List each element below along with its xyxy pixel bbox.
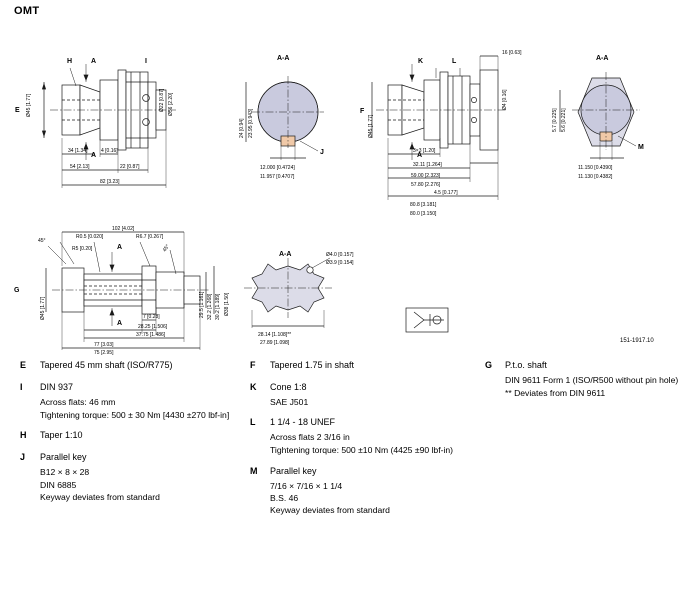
svg-text:16 [0.63]: 16 [0.63] [502, 50, 522, 56]
legend-column-right [485, 360, 690, 400]
legend-key-h: H [20, 430, 27, 441]
legend-head-l: 1 1/4 - 18 UNEF [270, 417, 336, 428]
svg-text:Ø38 [1.50]: Ø38 [1.50] [224, 292, 230, 316]
svg-text:J: J [320, 149, 324, 156]
legend-key-e: E [20, 360, 27, 370]
svg-text:Ø4.0 [0.157]: Ø4.0 [0.157] [326, 252, 354, 258]
legend-detail-m-keyway: Keyway deviates from standard [270, 505, 390, 516]
legend-detail-g-standard: DIN 9611 Form 1 (ISO/R500 without pin hole) [505, 374, 679, 385]
svg-text:Ø3.9 [0.154]: Ø3.9 [0.154] [326, 260, 354, 266]
svg-text:57.80 [2.276]: 57.80 [2.276] [411, 182, 441, 188]
svg-text:30.2 [1.189]: 30.2 [1.189] [215, 293, 221, 320]
svg-text:A-A: A-A [279, 251, 292, 258]
legend-head-e: Tapered 45 mm shaft (ISO/R775) [40, 360, 173, 370]
svg-text:4.5 [0.177]: 4.5 [0.177] [434, 190, 458, 196]
svg-text:I: I [145, 58, 147, 65]
legend-key-f: F [250, 360, 256, 370]
svg-text:29.5 [1.161]: 29.5 [1.161] [199, 291, 205, 318]
svg-text:82 [3.23]: 82 [3.23] [100, 179, 120, 185]
legend-detail-l-torque: Tightening torque: 500 ±10 Nm (4425 ±90 lbf-in) [270, 445, 454, 456]
svg-text:R5 [0.20]: R5 [0.20] [72, 246, 93, 252]
legend-column-middle [250, 360, 475, 519]
svg-text:K: K [418, 58, 424, 65]
svg-text:A: A [91, 58, 97, 65]
legend-detail-m-size: 7/16 × 7/16 × 1 1/4 [270, 480, 343, 491]
svg-text:11.150 [0.4390]: 11.150 [0.4390] [578, 165, 613, 171]
legend-detail-i-across-flats: Across flats: 46 mm [40, 396, 116, 407]
svg-text:24 [0.94]: 24 [0.94] [239, 118, 245, 138]
svg-text:23.95 [0.943]: 23.95 [0.943] [248, 108, 254, 138]
svg-text:5.6 [0.221]: 5.6 [0.221] [561, 108, 567, 132]
svg-text:7 [0.28]: 7 [0.28] [143, 314, 160, 320]
legend-head-i: DIN 937 [40, 381, 74, 392]
svg-text:4 [0.16]: 4 [0.16] [101, 148, 118, 154]
svg-text:Ø45 [1.77]: Ø45 [1.77] [26, 93, 32, 117]
svg-text:A: A [117, 244, 123, 251]
svg-text:H: H [67, 58, 73, 65]
svg-text:Ø56 [2.20]: Ø56 [2.20] [168, 92, 174, 116]
legend-entry-h [20, 430, 245, 442]
legend-head-j: Parallel key [40, 452, 87, 463]
legend-head-h: Taper 1:10 [40, 430, 83, 441]
svg-text:151-1917.10: 151-1917.10 [620, 338, 654, 344]
svg-text:L: L [452, 58, 457, 65]
svg-text:Ø45 [1.77]: Ø45 [1.77] [368, 114, 374, 138]
svg-text:Ø22 [0.87]: Ø22 [0.87] [159, 88, 165, 112]
legend-detail-j-keyway: Keyway deviates from standard [40, 491, 160, 502]
svg-text:E: E [15, 107, 20, 114]
legend-key-g: G [485, 360, 493, 370]
svg-text:45°: 45° [161, 243, 171, 254]
svg-text:A: A [117, 320, 123, 327]
technical-drawing [0, 20, 700, 356]
svg-text:32.2 [1.268]: 32.2 [1.268] [207, 293, 213, 320]
legend-key-m: M [250, 465, 258, 476]
legend-entry-i [20, 382, 245, 394]
legend-entry-m [250, 466, 475, 478]
legend-footnote-deviation: ** Deviates from DIN 9611 [505, 388, 606, 399]
svg-text:75 [2.95]: 75 [2.95] [94, 350, 114, 356]
legend-entry-g [485, 360, 690, 372]
svg-text:32.11 [1.264]: 32.11 [1.264] [413, 162, 442, 168]
legend-detail-l-across-flats: Across flats 2 3/16 in [270, 431, 350, 442]
legend-detail-i-torque: Tightening torque: 500 ± 30 Nm [4430 ±270 lbf-in] [40, 410, 230, 421]
svg-text:77 [3.03]: 77 [3.03] [94, 342, 114, 348]
legend-head-f: Tapered 1.75 in shaft [270, 360, 355, 370]
svg-text:F: F [360, 108, 365, 115]
svg-text:27.89 [1.098]: 27.89 [1.098] [260, 340, 290, 346]
svg-text:R6.7 [0.267]: R6.7 [0.267] [136, 234, 164, 240]
svg-text:Ø45 [1.77]: Ø45 [1.77] [40, 296, 46, 320]
svg-text:A: A [417, 152, 423, 159]
svg-text:11.130 [0.4382]: 11.130 [0.4382] [578, 174, 613, 180]
svg-text:3×3 [1.20]: 3×3 [1.20] [413, 148, 436, 154]
legend-head-k: Cone 1:8 [270, 381, 307, 392]
svg-text:G: G [14, 287, 20, 294]
svg-text:A-A: A-A [596, 55, 609, 62]
svg-text:54 [2.13]: 54 [2.13] [70, 164, 90, 170]
legend-head-m: Parallel key [270, 465, 317, 476]
svg-text:M: M [638, 144, 644, 151]
svg-text:59.00 [2.323]: 59.00 [2.323] [411, 173, 441, 179]
svg-text:22 [0.87]: 22 [0.87] [120, 164, 140, 170]
legend-detail-j-standard: DIN 6885 [40, 479, 77, 490]
legend-key-k: K [250, 381, 257, 392]
legend-head-g: P.t.o. shaft [505, 360, 547, 370]
svg-text:Ø4 [0.16]: Ø4 [0.16] [502, 89, 508, 110]
legend-entry-e [20, 360, 245, 372]
svg-text:28.25 [1.506]: 28.25 [1.506] [138, 324, 168, 330]
page-title: OMT [14, 5, 40, 17]
legend-key-j: J [20, 452, 26, 463]
svg-text:45°: 45° [38, 238, 46, 244]
legend-key-l: L [250, 417, 256, 428]
legend-detail-j-size: B12 × 8 × 28 [40, 467, 90, 478]
svg-text:28.14 [1.108]**: 28.14 [1.108]** [258, 332, 292, 338]
svg-text:80.8 [3.181]: 80.8 [3.181] [410, 202, 437, 208]
svg-text:R0.5 [0.020]: R0.5 [0.020] [76, 234, 104, 240]
legend-detail-k-standard: SAE J501 [270, 396, 309, 407]
svg-text:80.0 [3.150]: 80.0 [3.150] [410, 211, 437, 217]
legend-entry-l [250, 417, 475, 429]
svg-text:5.7 [0.225]: 5.7 [0.225] [552, 108, 558, 132]
svg-text:A-A: A-A [277, 55, 290, 62]
legend-detail-m-standard: B.S. 46 [270, 492, 299, 503]
legend-entry-j [20, 452, 245, 464]
svg-text:11.957 [0.4707]: 11.957 [0.4707] [260, 174, 295, 180]
svg-text:37.75 [1.486]: 37.75 [1.486] [136, 332, 166, 338]
legend-key-i: I [20, 381, 23, 392]
svg-text:102 [4.02]: 102 [4.02] [112, 226, 135, 232]
legend [0, 360, 700, 585]
svg-text:A: A [91, 152, 97, 159]
legend-entry-k [250, 382, 475, 394]
legend-entry-f [250, 360, 475, 372]
legend-column-left [20, 360, 245, 505]
svg-text:12.000 [0.4724]: 12.000 [0.4724] [260, 165, 295, 171]
svg-text:34 [1.34]: 34 [1.34] [68, 148, 88, 154]
